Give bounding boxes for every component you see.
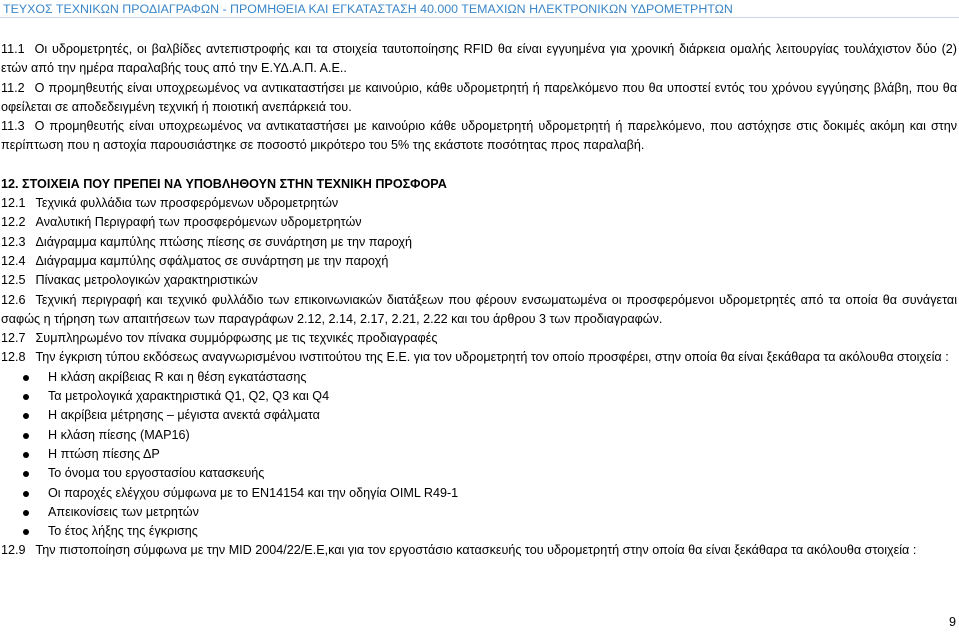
list-item: Τα μετρολογικά χαρακτηριστικά Q1, Q2, Q3 και Q4 <box>21 387 957 406</box>
paragraph-11-2 <box>1 79 957 118</box>
paragraph-number: 12.5 <box>1 273 26 288</box>
paragraph-12-2 <box>1 213 957 232</box>
paragraph-text: Ο προμηθευτής είναι υποχρεωμένος να αντικαταστήσει με καινούριο κάθε υδρομετρητή υδρομετρητή ή παρελκόμενο, που αστόχησε στις δοκιμές ακόμη και στην περίπτωση που η αστοχία παρουσιάστηκε σε ποσοστό μικρότερο του 5% της εκάστοτε ποσότητας προς παραλαβή. <box>1 119 957 153</box>
paragraph-12-3 <box>1 233 957 252</box>
paragraph-number: 12.7 <box>1 331 26 346</box>
paragraph-number: 11.1 <box>1 42 25 56</box>
paragraph-text: Οι υδρομετρητές, οι βαλβίδες αντεπιστροφής και τα στοιχεία ταυτοποίησης RFID θα είναι εγγυημένα για χρονική διάρκεια ομαλής λειτουργίας τουλάχιστον δύο (2) ετών από την ημέρα παραλαβής τους από την Ε.ΥΔ.Α.Π. Α.Ε.. <box>1 42 957 76</box>
list-item: Το έτος λήξης της έγκρισης <box>21 522 957 541</box>
paragraph-12-1 <box>1 194 957 213</box>
spacer <box>1 156 957 175</box>
paragraph-number: 12.4 <box>1 253 26 268</box>
list-item: Η κλάση ακρίβειας R και η θέση εγκατάστασης <box>21 368 957 387</box>
paragraph-text: Την έγκριση τύπου εκδόσεως αναγνωρισμένου ινστιτούτου της Ε.Ε. για τον υδρομετρητή τον οποίο προσφέρει, στην οποία θα είναι ξεκάθαρα τα ακόλουθα στοιχεία : <box>35 350 949 365</box>
paragraph-12-6 <box>1 291 957 330</box>
list-item: Απεικονίσεις των μετρητών <box>21 503 957 522</box>
paragraph-12-8 <box>1 348 957 367</box>
paragraph-12-4 <box>1 252 957 271</box>
paragraph-11-1 <box>1 40 957 79</box>
paragraph-text: Συμπληρωμένο τον πίνακα συμμόρφωσης με τις τεχνικές προδιαγραφές <box>35 331 438 346</box>
document-header: ΤΕΥΧΟΣ ΤΕΧΝΙΚΩΝ ΠΡΟΔΙΑΓΡΑΦΩΝ - ΠΡΟΜΗΘΕΙΑ ΚΑΙ ΕΓΚΑΤΑΣΤΑΣΗ 40.000 ΤΕΜΑΧΙΩΝ ΗΛΕΚΤΡΟΝΙΚΩΝ ΥΔΡΟΜΕΤΡΗΤΩΝ <box>0 0 959 18</box>
page-number: 9 <box>948 614 956 629</box>
paragraph-number: 11.3 <box>1 119 25 134</box>
paragraph-number: 12.3 <box>1 234 26 249</box>
paragraph-number: 11.2 <box>1 80 25 95</box>
paragraph-text: Την πιστοποίηση σύμφωνα με την MID 2004/22/Ε.Ε,και για τον εργοστάσιο κατασκευής του υδρομετρητή στην οποία θα είναι ξεκάθαρα τα ακόλουθα στοιχεία : <box>35 543 917 558</box>
approval-requirements-list <box>1 368 957 542</box>
document-body <box>0 40 959 561</box>
paragraph-text: Τεχνικά φυλλάδια των προσφερόμενων υδρομετρητών <box>35 196 339 211</box>
list-item: Οι παροχές ελέγχου σύμφωνα με το EN14154 και την οδηγία OIML R49-1 <box>21 484 957 503</box>
paragraph-text: Πίνακας μετρολογικών χαρακτηριστικών <box>35 273 258 288</box>
paragraph-12-5 <box>1 271 957 290</box>
list-item: Το όνομα του εργοστασίου κατασκευής <box>21 464 957 483</box>
paragraph-number: 12.1 <box>1 196 26 211</box>
paragraph-text: Διάγραμμα καμπύλης πτώσης πίεσης σε συνάρτηση με την παροχή <box>35 234 413 249</box>
paragraph-text: Αναλυτική Περιγραφή των προσφερόμενων υδρομετρητών <box>35 215 362 230</box>
paragraph-12-9 <box>1 541 957 560</box>
list-item: Η πτώση πίεσης ΔP <box>21 445 957 464</box>
paragraph-number: 12.8 <box>1 350 26 365</box>
section-12-heading: 12. ΣΤΟΙΧΕΙΑ ΠΟΥ ΠΡΕΠΕΙ ΝΑ ΥΠΟΒΛΗΘΟΥΝ ΣΤΗΝ ΤΕΧΝΙΚΗ ΠΡΟΣΦΟΡΑ <box>1 176 447 191</box>
paragraph-11-3 <box>1 117 957 156</box>
paragraph-12-7 <box>1 329 957 348</box>
list-item: Η κλάση πίεσης (MAP16) <box>21 426 957 445</box>
paragraph-text: Τεχνική περιγραφή και τεχνικό φυλλάδιο των επικοινωνιακών διατάξεων που φέρουν ενσωματωμένα οι προσφερόμενοι υδρομετρητές από τα οποία θα συνάγεται σαφώς η τήρηση των απαιτήσεων των παραγράφων 2.12, 2.14, 2.17, 2.21, 2.22 και του άρθρου 3 των προδιαγραφών. <box>1 292 957 326</box>
paragraph-number: 12.2 <box>1 215 26 230</box>
list-item: Η ακρίβεια μέτρησης – μέγιστα ανεκτά σφάλματα <box>21 406 957 425</box>
paragraph-number: 12.6 <box>1 292 26 307</box>
paragraph-text: Διάγραμμα καμπύλης σφάλματος σε συνάρτηση με την παροχή <box>35 253 389 268</box>
paragraph-text: Ο προμηθευτής είναι υποχρεωμένος να αντικαταστήσει με καινούριο, κάθε υδρομετρητή ή παρελκόμενο που θα υποστεί εντός του χρόνου εγγύησης βλάβη, που θα οφείλεται σε αποδεδειγμένη τεχνική ή ποιοτική ανεπάρκειά του. <box>1 80 957 114</box>
paragraph-number: 12.9 <box>1 543 26 558</box>
